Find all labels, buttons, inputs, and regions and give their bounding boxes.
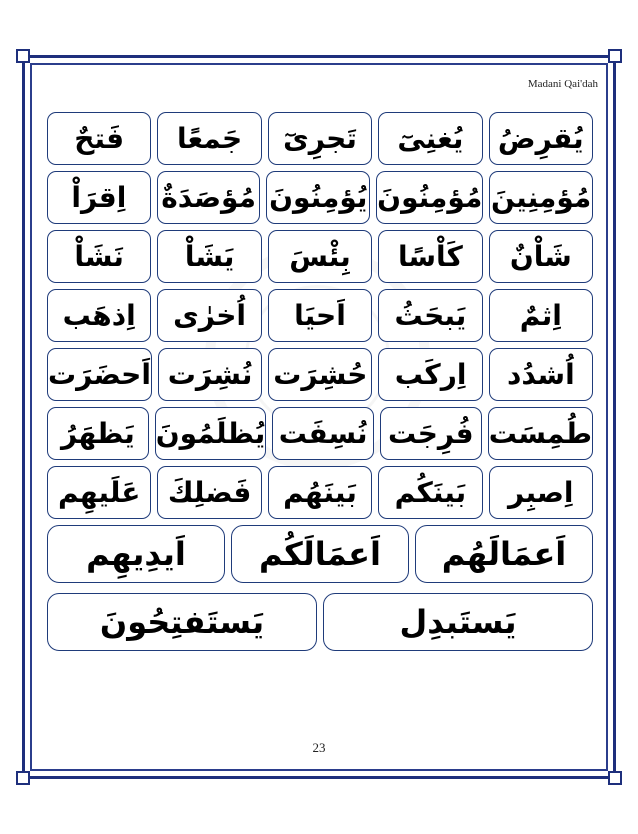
word-cell	[158, 348, 262, 401]
word-cell	[47, 525, 225, 583]
book-title: Madani Qai'dah	[527, 78, 598, 90]
arabic-word: اَحيَا	[294, 298, 346, 332]
word-cell	[47, 230, 151, 283]
word-cell	[266, 171, 370, 224]
arabic-word: يَشَاْ	[184, 239, 235, 273]
arabic-word: اُشدُد	[507, 357, 575, 391]
word-cell	[272, 407, 374, 460]
word-cell	[47, 171, 151, 224]
word-cell	[378, 230, 482, 283]
word-cell	[268, 112, 372, 165]
wide-grid-row	[47, 593, 593, 651]
border-corner-ornament	[608, 49, 622, 63]
arabic-word: اِذهَب	[62, 298, 136, 332]
arabic-word: يَستَفتِحُونَ	[99, 603, 265, 641]
grid-row	[47, 289, 593, 342]
arabic-word: بِئْسَ	[289, 239, 351, 273]
arabic-word: عَلَيهِم	[57, 475, 141, 509]
word-cell	[376, 171, 483, 224]
word-cell	[157, 171, 261, 224]
arabic-word: شَاْنٌ	[509, 239, 572, 273]
arabic-word: نُشِرَت	[167, 357, 253, 391]
arabic-word: اَيدِيهِم	[86, 535, 186, 573]
word-cell	[378, 112, 482, 165]
arabic-word: اِقرَاْ	[71, 180, 127, 214]
word-cell	[323, 593, 593, 651]
word-cell	[47, 466, 151, 519]
arabic-word: فُرِجَت	[388, 416, 474, 450]
word-cell	[157, 466, 261, 519]
arabic-word: حُشِرَت	[273, 357, 368, 391]
word-cell	[231, 525, 409, 583]
word-cell	[155, 407, 266, 460]
arabic-word: فَضلِكَ	[167, 475, 252, 509]
arabic-word: اَعمَالَهُم	[441, 535, 567, 573]
word-cell	[489, 230, 593, 283]
arabic-word: اِصبِر	[508, 475, 574, 509]
arabic-word: نَشَاْ	[74, 239, 124, 273]
word-cell	[157, 230, 261, 283]
wide-grid-row	[47, 525, 593, 583]
border-corner-ornament	[608, 771, 622, 785]
arabic-word: جَمعًا	[176, 121, 243, 155]
grid-row	[47, 407, 593, 460]
arabic-word: بَينَهُم	[283, 475, 357, 509]
word-cell	[378, 466, 482, 519]
arabic-word: بَينَكُم	[394, 475, 467, 509]
word-cell	[47, 112, 151, 165]
grid-row	[47, 112, 593, 165]
word-cell	[268, 289, 372, 342]
word-cell	[488, 407, 593, 460]
border-corner-ornament	[16, 49, 30, 63]
grid-row	[47, 230, 593, 283]
word-cell	[268, 348, 372, 401]
arabic-word: يُؤمِنُونَ	[269, 180, 368, 214]
arabic-word: اَعمَالَكُم	[258, 535, 381, 573]
word-cell	[489, 289, 593, 342]
arabic-word: اِركَب	[394, 357, 467, 391]
arabic-word: اُخرٰى	[173, 298, 246, 332]
arabic-word: نُسِفَت	[278, 416, 368, 450]
arabic-word: يَظهَرُ	[61, 416, 135, 450]
arabic-word: اِثمٌ	[519, 298, 562, 332]
arabic-word: يُغنِىٓ	[397, 121, 464, 155]
page-number: 23	[312, 740, 326, 755]
grid-row	[47, 171, 593, 224]
arabic-word: مُؤمِنُونَ	[377, 180, 483, 214]
word-cell	[157, 112, 261, 165]
arabic-word: يَستَبدِل	[399, 603, 517, 641]
arabic-word: يُظلَمُونَ	[155, 416, 266, 450]
arabic-word: اَحضَرَت	[48, 357, 151, 391]
word-cell	[378, 348, 482, 401]
arabic-word: يَبحَثُ	[394, 298, 467, 332]
word-cell	[157, 289, 261, 342]
word-cell	[47, 348, 152, 401]
word-cell	[380, 407, 482, 460]
letter-grid	[47, 112, 593, 651]
word-cell	[47, 593, 317, 651]
word-cell	[47, 407, 149, 460]
arabic-word: مُؤمِنِينَ	[490, 180, 592, 214]
word-cell	[378, 289, 482, 342]
word-cell	[489, 466, 593, 519]
word-cell	[268, 466, 372, 519]
grid-row	[47, 348, 593, 401]
word-cell	[489, 112, 593, 165]
word-cell	[268, 230, 372, 283]
arabic-word: طُمِسَت	[488, 416, 592, 450]
arabic-word: يُقرِضُ	[497, 121, 584, 155]
word-cell	[489, 348, 593, 401]
arabic-word: فَتحٌ	[74, 121, 125, 155]
arabic-word: كَاْسًا	[397, 239, 463, 273]
word-cell	[47, 289, 151, 342]
arabic-word: تَجرِىٓ	[283, 121, 357, 155]
grid-row	[47, 466, 593, 519]
arabic-word: مُؤصَدَةٌ	[161, 180, 256, 214]
word-cell	[489, 171, 593, 224]
border-corner-ornament	[16, 771, 30, 785]
word-cell	[415, 525, 593, 583]
